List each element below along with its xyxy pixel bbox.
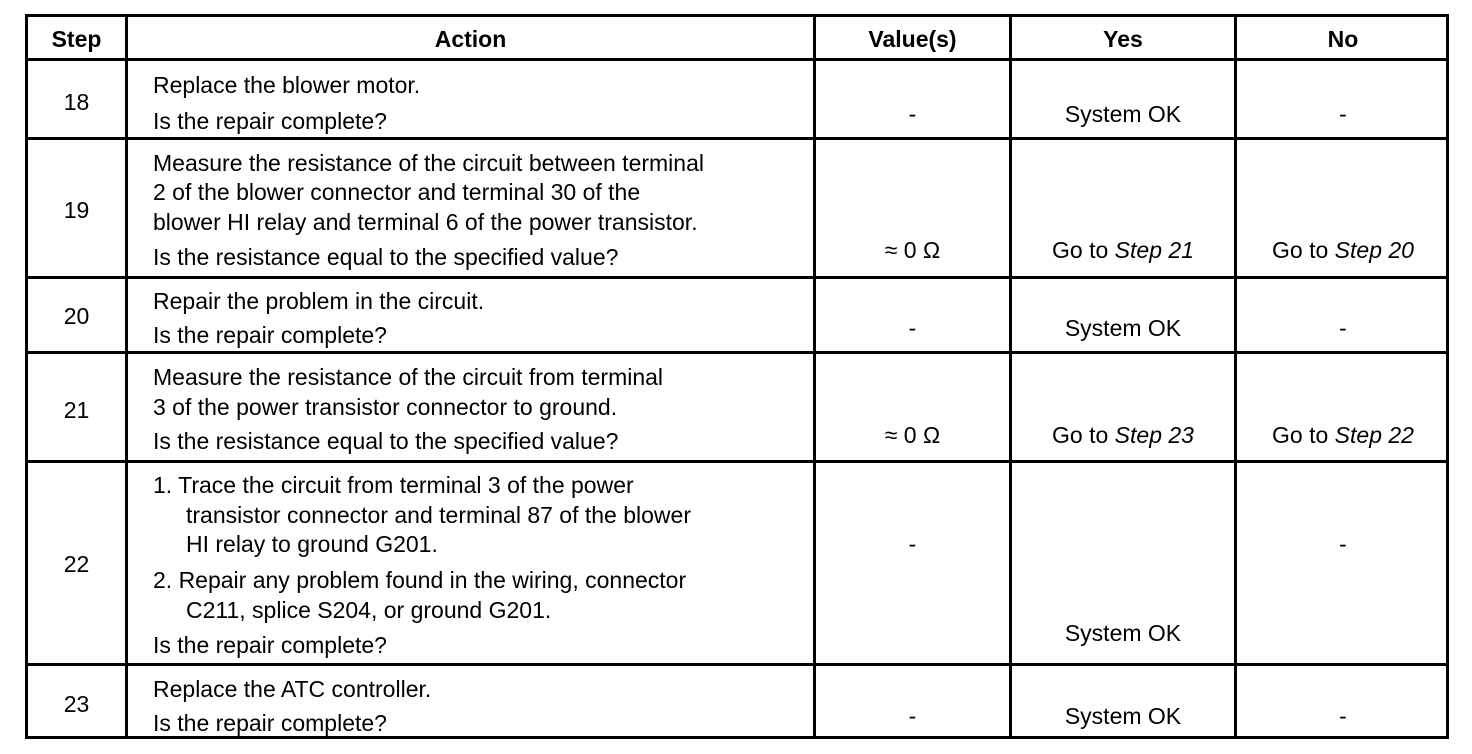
header-step: Step	[51, 26, 102, 52]
diagnostic-table	[25, 14, 1449, 739]
value-cell: -	[908, 703, 917, 729]
step-number: 20	[63, 303, 90, 329]
col-divider	[125, 17, 128, 736]
go-to-label: Go to	[1272, 237, 1335, 263]
value-cell: ≈ 0 Ω	[884, 237, 941, 263]
action-question: Is the repair complete?	[153, 322, 387, 348]
no-cell: -	[1339, 703, 1347, 729]
go-to-label: Go to	[1052, 422, 1115, 448]
action-line: Replace the ATC controller.	[153, 676, 432, 702]
yes-cell: System OK	[1064, 703, 1182, 729]
yes-cell: System OK	[1064, 101, 1182, 127]
action-line: 1. Trace the circuit from terminal 3 of the power	[153, 472, 634, 498]
action-line: Repair the problem in the circuit.	[153, 288, 485, 314]
action-line: Replace the blower motor.	[153, 72, 421, 98]
action-line: 2. Repair any problem found in the wiring, connector	[153, 567, 687, 593]
action-question: Is the repair complete?	[153, 632, 387, 658]
step-reference: Step 21	[1114, 237, 1194, 263]
step-reference: Step 20	[1334, 237, 1414, 263]
value-cell: -	[908, 531, 917, 557]
step-number: 23	[63, 691, 90, 717]
step-reference: Step 22	[1334, 422, 1414, 448]
action-line: transistor connector and terminal 87 of the blower	[186, 502, 691, 528]
row-divider	[28, 351, 1446, 354]
no-cell	[1237, 237, 1449, 263]
action-question: Is the repair complete?	[153, 108, 387, 134]
row-divider	[28, 58, 1446, 61]
action-question: Is the resistance equal to the specified value?	[153, 244, 619, 270]
step-reference: Step 23	[1114, 422, 1194, 448]
step-number: 21	[63, 397, 90, 423]
go-to-label: Go to	[1052, 237, 1115, 263]
no-cell: -	[1339, 531, 1347, 557]
action-line: HI relay to ground G201.	[186, 531, 438, 557]
no-cell	[1237, 422, 1449, 448]
header-values: Value(s)	[868, 26, 957, 52]
go-to-label: Go to	[1272, 422, 1335, 448]
row-divider	[28, 276, 1446, 279]
action-line: blower HI relay and terminal 6 of the power transistor.	[153, 209, 698, 235]
action-line: Measure the resistance of the circuit from terminal	[153, 364, 664, 390]
action-question: Is the repair complete?	[153, 710, 387, 736]
row-divider	[28, 663, 1446, 666]
no-cell: -	[1339, 101, 1347, 127]
row-divider	[28, 460, 1446, 463]
header-yes: Yes	[1103, 26, 1143, 52]
step-number: 18	[63, 89, 90, 115]
yes-cell: System OK	[1064, 620, 1182, 646]
action-line: Measure the resistance of the circuit between terminal	[153, 150, 704, 176]
action-line: 3 of the power transistor connector to ground.	[153, 394, 618, 420]
value-cell: ≈ 0 Ω	[884, 422, 941, 448]
row-divider	[28, 137, 1446, 140]
header-no: No	[1327, 26, 1359, 52]
yes-cell: System OK	[1064, 315, 1182, 341]
yes-cell	[1012, 237, 1234, 263]
action-line: 2 of the blower connector and terminal 30 of the	[153, 179, 641, 205]
value-cell: -	[908, 315, 917, 341]
value-cell: -	[908, 101, 917, 127]
header-action: Action	[434, 26, 507, 52]
action-question: Is the resistance equal to the specified value?	[153, 428, 619, 454]
step-number: 19	[63, 197, 90, 223]
action-line: C211, splice S204, or ground G201.	[186, 597, 552, 623]
step-number: 22	[63, 551, 90, 577]
yes-cell	[1012, 422, 1234, 448]
no-cell: -	[1339, 315, 1347, 341]
